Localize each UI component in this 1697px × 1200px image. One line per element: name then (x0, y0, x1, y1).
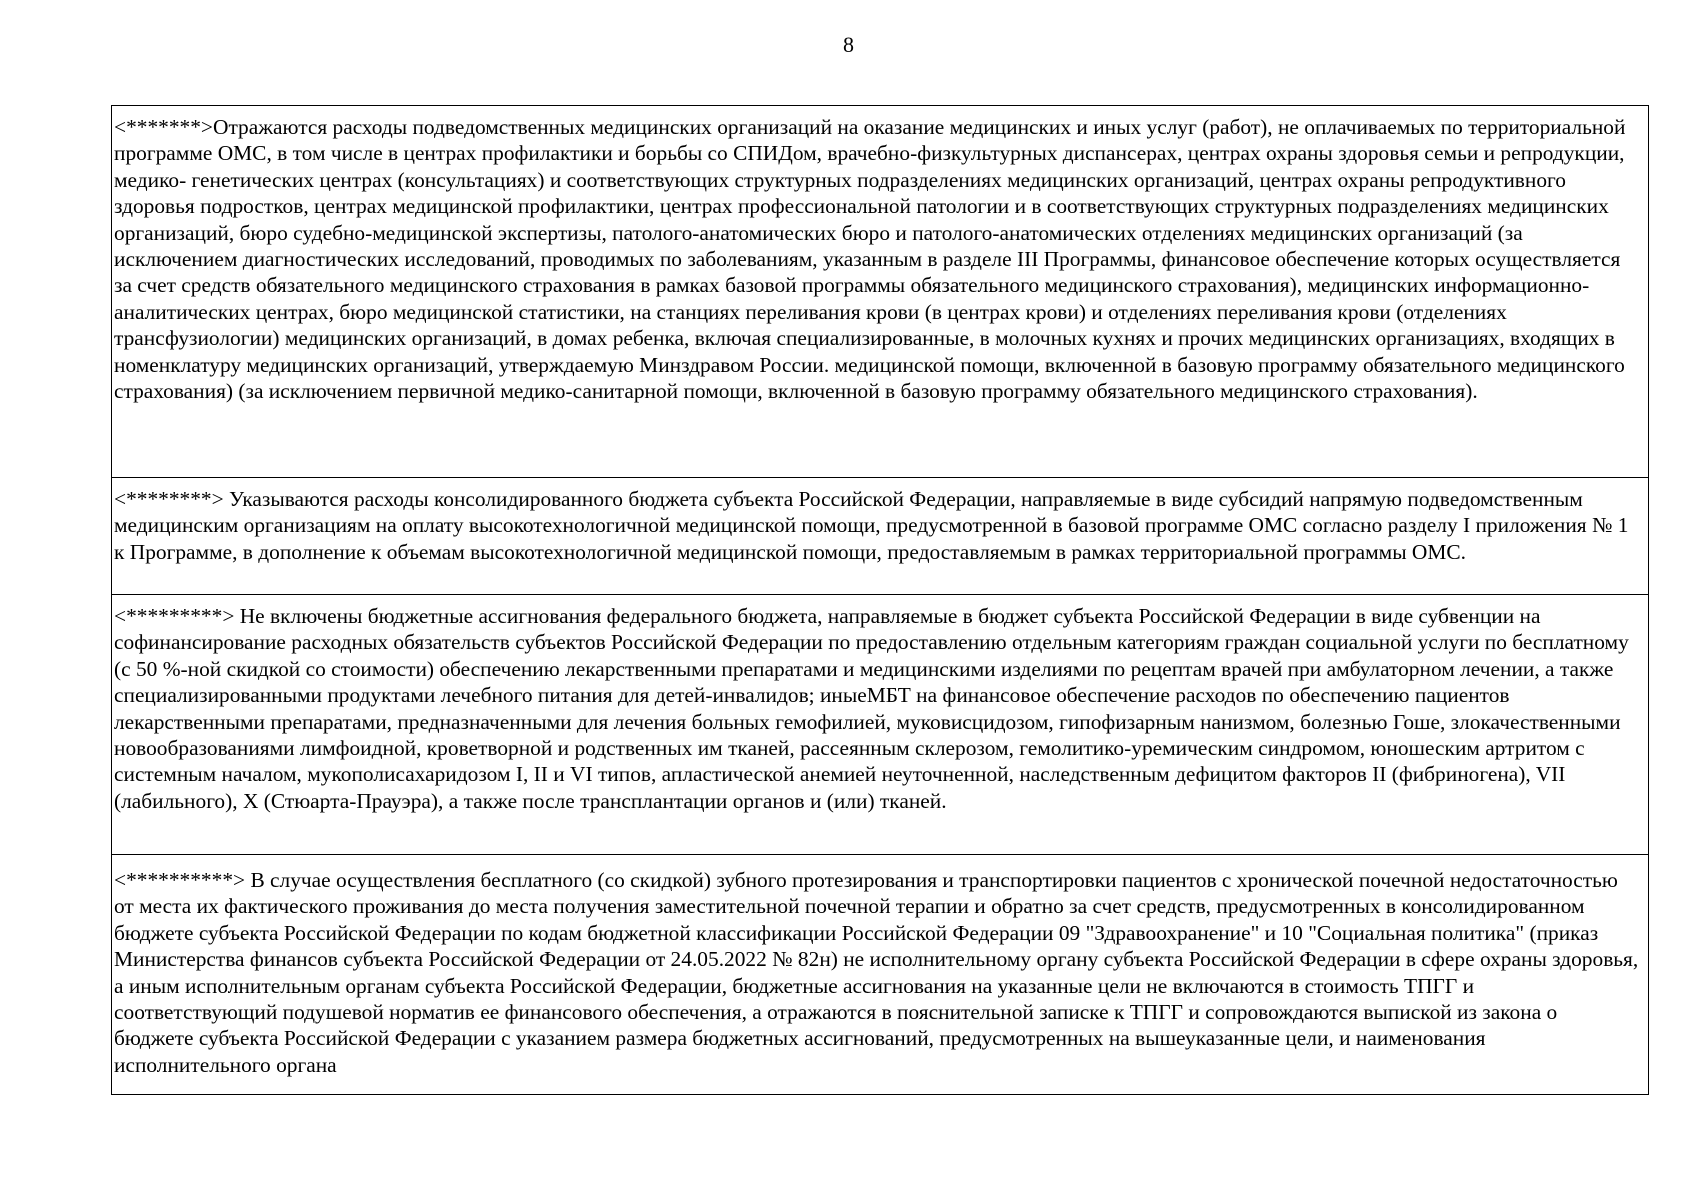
footnote-cell (112, 595, 1648, 855)
footnote-marker: <*********> (114, 604, 235, 628)
page-number: 8 (843, 32, 854, 57)
footnote-text: Указываются расходы консолидированного бюджета субъекта Российской Федерации, направляемые в виде субсидий напрямую подведомственным медицинским организациям на оплату высокотехнологичной медицинской помощи, предусмотренной в базовой программе ОМС согласно разделу I приложения № 1 к Программе, в дополнение к объемам высокотехнологичной медицинской помощи, предоставляемым в рамках территориальной программы ОМС. (114, 487, 1629, 564)
footnote-text: Не включены бюджетные ассигнования федерального бюджета, направляемые в бюджет субъекта Российской Федерации в виде субвенции на софинансирование расходных обязательств субъектов Российской Федерации по предоставлению отдельным категориям граждан социальной услуги по бесплатному (с 50 %-ной скидкой со стоимости) обеспечению лекарственными препаратами и медицинскими изделиями по рецептам врачей при амбулаторном лечении, а также специализированными продуктами лечебного питания для детей-инвалидов; иныеМБТ на финансовое обеспечение расходов по обеспечению пациентов лекарственными препаратами, предназначенными для лечения больных гемофилией, муковисцидозом, гипофизарным нанизмом, болезнью Гоше, злокачественными новообразованиями лимфоидной, кроветворной и родственных им тканей, рассеянным склерозом, гемолитико-уремическим синдромом, юношеским артритом с системным началом, мукополисахаридозом I, II и VI типов, апластической анемией неуточненной, наследственным дефицитом факторов II (фибриногена), VII (лабильного), X (Стюарта-Прауэра), а также после трансплантации органов и (или) тканей. (114, 604, 1629, 813)
footnote-cell (112, 106, 1648, 478)
footnotes-table (111, 105, 1649, 1095)
footnote-cell (112, 478, 1648, 595)
footnote-marker: <**********> (114, 868, 246, 892)
footnote-cell (112, 855, 1648, 1094)
footnote-marker: <********> (114, 487, 224, 511)
footnote-marker: <*******> (114, 115, 213, 139)
footnote-text: Отражаются расходы подведомственных медицинских организаций на оказание медицинских и иных услуг (работ), не оплачиваемых по территориальной программе ОМС, в том числе в центрах профилактики и борьбы со СПИДом, врачебно-физкультурных диспансерах, центрах охраны здоровья семьи и репродукции, медико- генетических центрах (консультациях) и соответствующих структурных подразделениях медицинских организаций, центрах охраны репродуктивного здоровья подростков, центрах медицинской профилактики, центрах профессиональной патологии и в соответствующих структурных подразделениях медицинских организаций, бюро судебно-медицинской экспертизы, патолого-анатомических бюро и патолого-анатомических отделениях медицинских организаций (за исключением диагностических исследований, проводимых по заболеваниям, указанным в разделе III Программы, финансовое обеспечение которых осуществляется за счет средств обязательного медицинского страхования в рамках базовой программы обязательного медицинского страхования), медицинских информационно-аналитических центрах, бюро медицинской статистики, на станциях переливания крови (в центрах крови) и отделениях переливания крови (отделениях трансфузиологии) медицинских организаций, в домах ребенка, включая специализированные, в молочных кухнях и прочих медицинских организациях, входящих в номенклатуру медицинских организаций, утверждаемую Минздравом России. медицинской помощи, включенной в базовую программу обязательного медицинского страхования) (за исключением первичной медико-санитарной помощи, включенной в базовую программу обязательного медицинского страхования). (114, 115, 1626, 404)
footnote-text: В случае осуществления бесплатного (со скидкой) зубного протезирования и транспортировки пациентов с хронической почечной недостаточностью от места их фактического проживания до места получения заместительной почечной терапии и обратно за счет средств, предусмотренных в консолидированном бюджете субъекта Российской Федерации по кодам бюджетной классификации Российской Федерации 09 "Здравоохранение" и 10 "Социальная политика" (приказ Министерства финансов субъекта Российской Федерации от 24.05.2022 № 82н) не исполнительному органу субъекта Российской Федерации в сфере охраны здоровья, а иным исполнительным органам субъекта Российской Федерации, бюджетные ассигнования на указанные цели не включаются в стоимость ТПГГ и соответствующий подушевой норматив ее финансового обеспечения, а отражаются в пояснительной записке к ТПГГ и сопровождаются выпиской из закона о бюджете субъекта Российской Федерации с указанием размера бюджетных ассигнований, предусмотренных на вышеуказанные цели, и наименования исполнительного органа (114, 868, 1639, 1077)
